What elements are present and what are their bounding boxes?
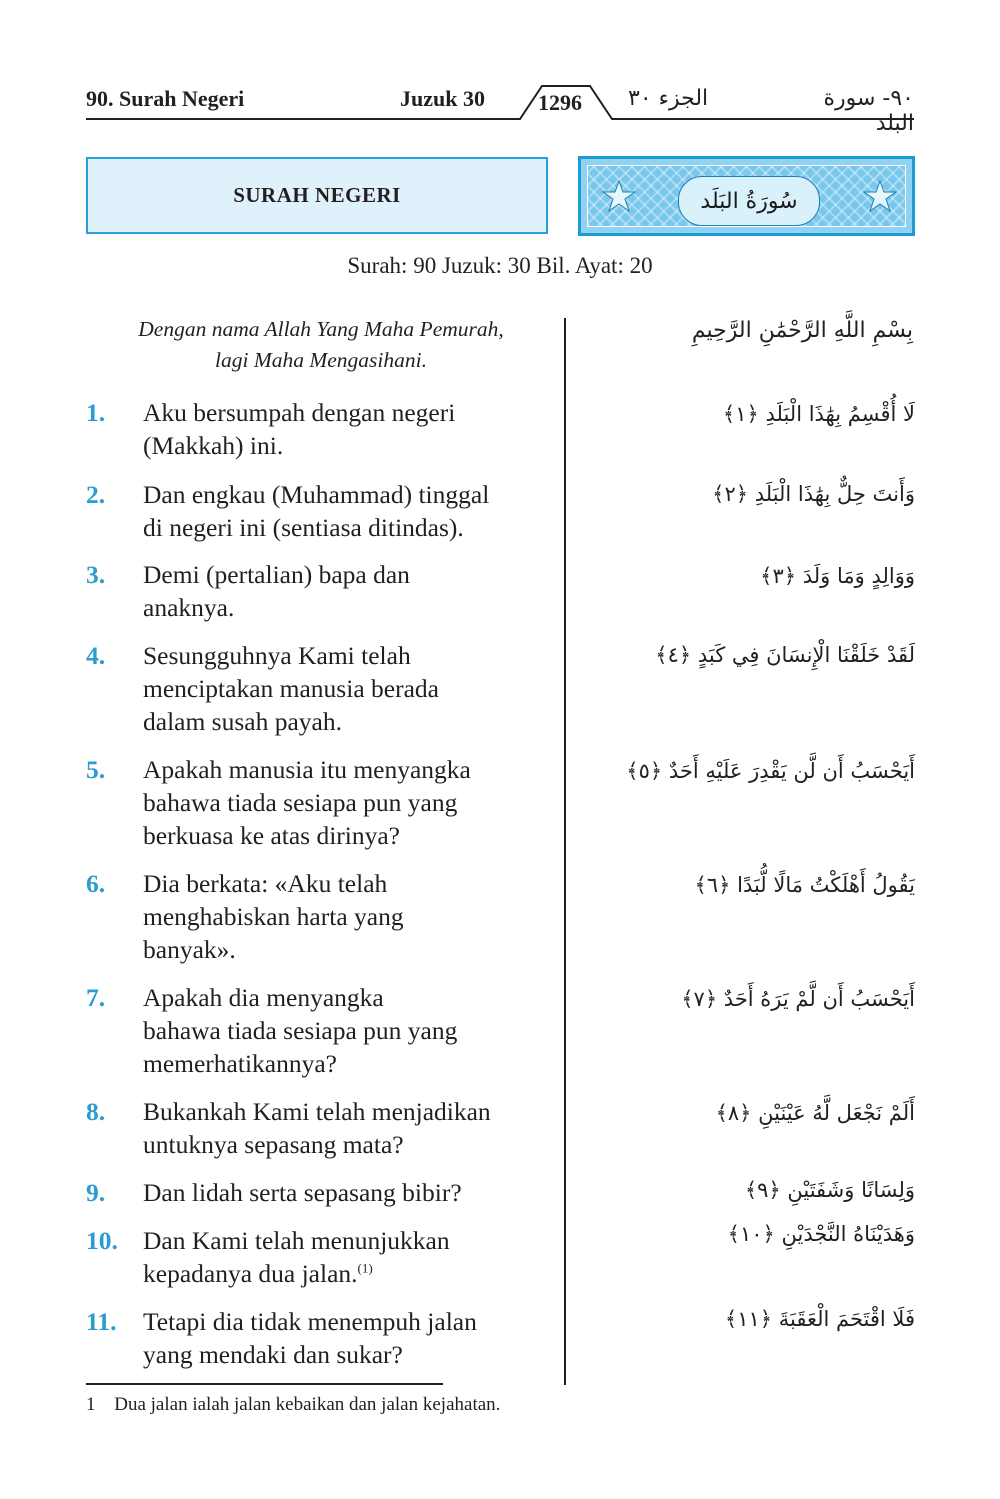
verse-line: menghabiskan harta yang: [143, 902, 404, 931]
verse-text: [143, 981, 563, 1080]
verse-line: Apakah manusia itu menyangka: [143, 755, 471, 784]
column-divider: [564, 318, 566, 1385]
basmala-line-2: lagi Maha Mengasihani.: [215, 348, 427, 372]
verse-text: [143, 558, 563, 624]
verse-line: Tetapi dia tidak menempuh jalan: [143, 1307, 477, 1336]
header-arabic-juz: الجزء ٣٠: [628, 86, 709, 111]
verse-line: Dan Kami telah menunjukkan: [143, 1226, 450, 1255]
header-arabic-surah: ٩٠- سورة البلد: [823, 86, 914, 136]
verse-number: 5.: [86, 755, 106, 784]
footnote-number: 1: [86, 1394, 96, 1415]
verse-arabic: يَقُولُ أَهْلَكْتُ مَالًا لُّبَدًا ﴿٦﴾: [694, 873, 915, 897]
header-juzuk-label: Juzuk 30: [400, 86, 485, 111]
header-rule: [0, 0, 1000, 130]
verse-line: Apakah dia menyangka: [143, 983, 384, 1012]
verse-line: di negeri ini (sentiasa ditindas).: [143, 513, 464, 542]
verse-number: 7.: [86, 983, 106, 1012]
verse-line-text: kepadanya dua jalan.: [143, 1259, 358, 1288]
basmala-translation: [86, 314, 556, 376]
verse-arabic: أَيَحْسَبُ أَن لَّن يَقْدِرَ عَلَيْهِ أَحَدٌ ﴿٥﴾: [626, 759, 915, 783]
verse-number: 6.: [86, 869, 106, 898]
verse-number: 3.: [86, 560, 106, 589]
verse-text: [143, 753, 563, 852]
verse-line: yang mendaki dan sukar?: [143, 1340, 403, 1369]
verse-arabic: فَلَا اقْتَحَمَ الْعَقَبَةَ ﴿١١﴾: [724, 1307, 915, 1331]
verse-text: [143, 639, 563, 738]
verse-number: 8.: [86, 1097, 106, 1126]
footnote-rule: [86, 1383, 443, 1385]
verse-text: [143, 1305, 563, 1371]
verse-line: Dan engkau (Muhammad) tinggal: [143, 480, 490, 509]
verse-arabic: أَيَحْسَبُ أَن لَّمْ يَرَهُ أَحَدٌ ﴿٧﴾: [681, 987, 915, 1011]
surah-info: Surah: 90 Juzuk: 30 Bil. Ayat: 20: [347, 253, 653, 278]
verse-text: [143, 867, 563, 966]
verse-number: 9.: [86, 1178, 106, 1207]
verse-text: [143, 1095, 563, 1161]
verse-line: banyak».: [143, 935, 236, 964]
page-number: 1296: [538, 90, 582, 115]
verse-arabic: وَهَدَيْنَاهُ النَّجْدَيْنِ ﴿١٠﴾: [727, 1222, 915, 1246]
verse-line: Dia berkata: «Aku telah: [143, 869, 388, 898]
verse-line: bahawa tiada sesiapa pun yang: [143, 788, 458, 817]
arabic-surah-title: سُورَةُ البَلَد: [678, 176, 820, 226]
verse-arabic: أَلَمْ نَجْعَل لَّهُ عَيْنَيْنِ ﴿٨﴾: [715, 1101, 915, 1125]
basmala-arabic: بِسْمِ اللَّهِ الرَّحْمَٰنِ الرَّحِيمِ: [691, 318, 913, 343]
surah-title-box: [86, 157, 548, 234]
verse-line: Dan lidah serta sepasang bibir?: [143, 1178, 462, 1207]
star-ornament-icon: [863, 180, 897, 214]
verse-arabic: وَوَالِدٍ وَمَا وَلَدَ ﴿٣﴾: [760, 564, 915, 588]
header-surah-label: 90. Surah Negeri: [86, 86, 245, 111]
verse-number: 10.: [86, 1226, 118, 1255]
verse-line: berkuasa ke atas dirinya?: [143, 821, 401, 850]
verse-arabic: وَأَنتَ حِلٌّ بِهَٰذَا الْبَلَدِ ﴿٢﴾: [712, 482, 915, 506]
arabic-title-ornament: [578, 156, 915, 236]
star-ornament-icon: [602, 180, 636, 214]
verse-line: anaknya.: [143, 593, 235, 622]
footnote: [86, 1394, 500, 1416]
verse-number: 4.: [86, 641, 106, 670]
verse-line: (Makkah) ini.: [143, 431, 284, 460]
verse-line: Demi (pertalian) bapa dan: [143, 560, 410, 589]
verse-arabic: لَا أُقْسِمُ بِهَٰذَا الْبَلَدِ ﴿١﴾: [722, 402, 915, 426]
verse-line: menciptakan manusia berada: [143, 674, 439, 703]
verse-text: [143, 396, 563, 462]
verse-arabic: لَقَدْ خَلَقْنَا الْإِنسَانَ فِي كَبَدٍ ﴿٤﴾: [655, 643, 915, 667]
verse-number: 11.: [86, 1307, 117, 1336]
verse-number: 1.: [86, 398, 106, 427]
verse-line: dalam susah payah.: [143, 707, 342, 736]
verse-line: memerhatikannya?: [143, 1049, 337, 1078]
footnote-text: Dua jalan ialah jalan kebaikan dan jalan kejahatan.: [114, 1394, 501, 1415]
footnote-marker[interactable]: (1): [357, 1260, 373, 1276]
ornament-pattern: [587, 165, 906, 227]
verse-arabic: وَلِسَانًا وَشَفَتَيْنِ ﴿٩﴾: [744, 1178, 915, 1202]
verse-text: [143, 478, 563, 544]
verse-text: [143, 1176, 563, 1209]
verse-text: [143, 1224, 563, 1290]
verse-line: bahawa tiada sesiapa pun yang: [143, 1016, 458, 1045]
verse-number: 2.: [86, 480, 106, 509]
verse-line: Bukankah Kami telah menjadikan: [143, 1097, 491, 1126]
verse-line: Sesungguhnya Kami telah: [143, 641, 411, 670]
verse-line: [143, 1257, 563, 1290]
surah-title: SURAH NEGERI: [233, 183, 401, 207]
verse-line: Aku bersumpah dengan negeri: [143, 398, 456, 427]
basmala-line-1: Dengan nama Allah Yang Maha Pemurah,: [138, 317, 504, 341]
verse-line: untuknya sepasang mata?: [143, 1130, 404, 1159]
